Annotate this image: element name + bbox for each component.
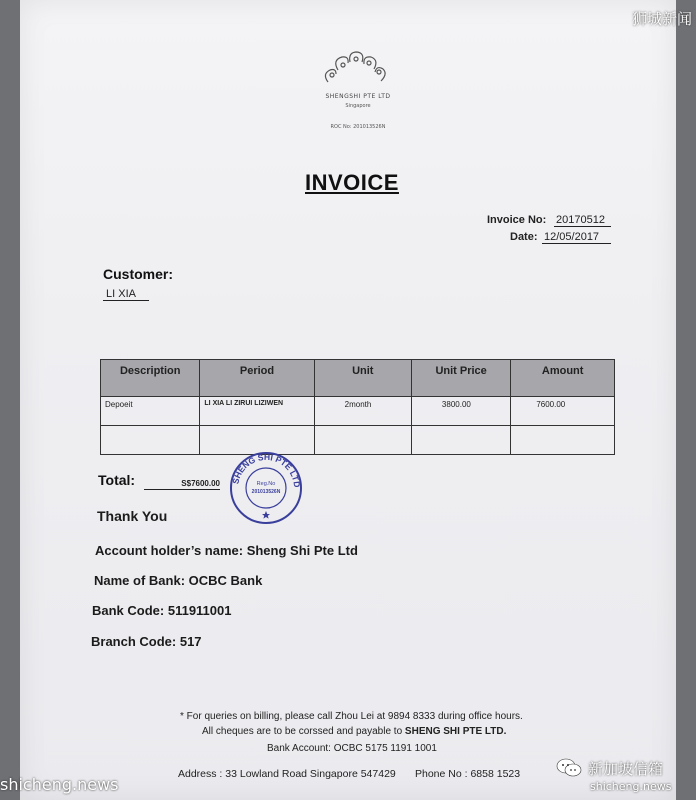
table-header-row	[101, 360, 615, 397]
total-value: S$7600.00	[144, 479, 220, 490]
table-row	[101, 426, 615, 455]
header-unit-price: Unit Price	[411, 360, 510, 397]
account-holder: Account holder’s name: Sheng Shi Pte Ltd	[95, 543, 358, 558]
bank-name: Name of Bank: OCBC Bank	[94, 573, 263, 588]
invoice-paper	[20, 0, 676, 800]
invoice-title: INVOICE	[305, 170, 399, 195]
customer-name: LI XIA	[103, 288, 149, 301]
line-items-table	[100, 359, 615, 455]
footer-cheques-payee: SHENG SHI PTE LTD.	[404, 726, 507, 737]
cell-empty	[314, 426, 411, 455]
customer-label: Customer:	[103, 266, 174, 282]
cell-unit-price: 3800.00	[411, 397, 510, 426]
cell-period: LI XIA LI ZIRUI LIZIWEN	[200, 397, 314, 426]
footer-queries: * For queries on billing, please call Zhou Lei at 9894 8333 during office hours.	[180, 711, 523, 722]
invoice-date-label: Date:	[510, 231, 538, 243]
footer-bank-account: Bank Account: OCBC 5175 1191 1001	[267, 743, 437, 754]
cell-unit: 2month	[314, 397, 411, 426]
cell-empty	[511, 426, 615, 455]
watermark-top-right: 狮城新闻	[631, 10, 692, 28]
stamp-reg-no: 201013526N	[251, 489, 281, 495]
branch-code: Branch Code: 517	[91, 634, 202, 649]
company-name: SHENGSHI PTE LTD	[325, 93, 391, 100]
header-period: Period	[200, 360, 314, 397]
header-amount: Amount	[511, 360, 615, 397]
total-label: Total:	[98, 472, 136, 488]
watermark-bottom-right-en: shicheng.news	[590, 780, 672, 793]
watermark-bottom-left: shicheng.news	[0, 775, 119, 794]
cell-empty	[411, 426, 510, 455]
company-logo-icon	[320, 48, 390, 88]
invoice-number-label: Invoice No:	[487, 214, 547, 226]
watermark-bottom-right-cn: 新加坡信箱	[588, 760, 664, 778]
thank-you-text: Thank You	[97, 508, 168, 524]
table-row	[101, 397, 615, 426]
cell-empty	[101, 426, 200, 455]
invoice-date: 12/05/2017	[542, 231, 611, 244]
company-location: Singapore	[345, 103, 371, 109]
header-description: Description	[101, 360, 200, 397]
wechat-icon	[556, 758, 582, 778]
header-unit: Unit	[314, 360, 411, 397]
company-stamp-icon	[228, 450, 304, 526]
footer-cheques	[202, 726, 506, 737]
stamp-reg-label: Reg.No	[256, 481, 276, 487]
company-roc: ROC No: 201013526N	[330, 124, 386, 130]
stamp-ring-text: SHENG SHI PTE LTD	[230, 451, 303, 488]
invoice-number: 20170512	[554, 214, 611, 227]
footer-cheques-prefix: All cheques are to be corssed and payable to	[202, 726, 405, 737]
footer-address: Address : 33 Lowland Road Singapore 547429	[178, 768, 396, 780]
bank-code: Bank Code: 511911001	[92, 603, 232, 618]
footer-phone: Phone No : 6858 1523	[415, 768, 521, 780]
cell-description: Depoeit	[101, 397, 200, 426]
cell-amount: 7600.00	[511, 397, 615, 426]
